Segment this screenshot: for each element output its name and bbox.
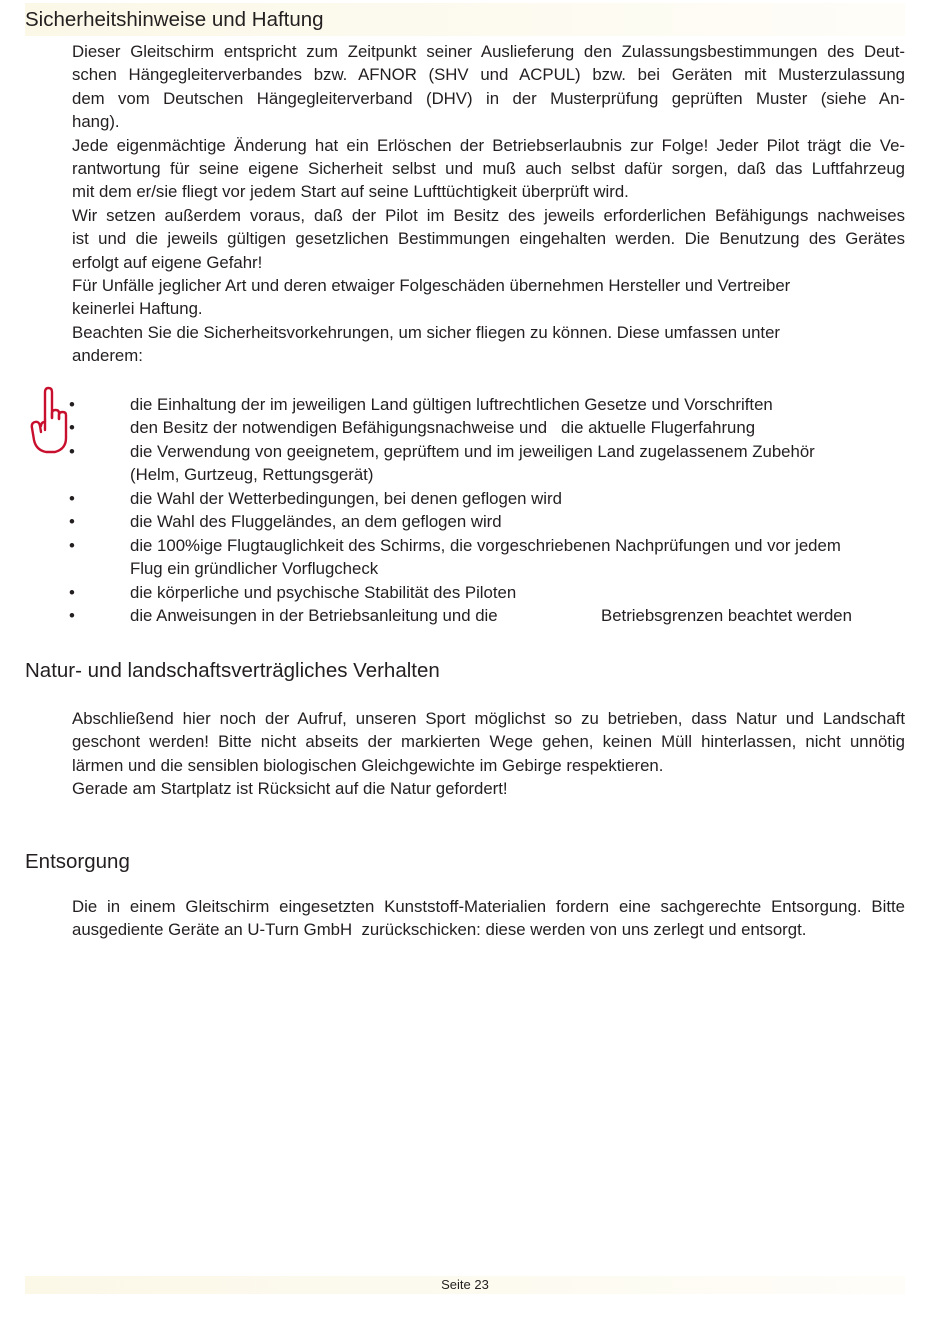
bullet-text-tail: Betriebsgrenzen beachtet werden — [601, 606, 852, 625]
bullet-text: die Verwendung von geeignetem, geprüftem und im jeweiligen Land zugelassenem Zubehör — [130, 442, 815, 461]
nature-paragraphs — [72, 707, 905, 801]
bullet-text: die Anweisungen in der Betriebsanleitung und die — [130, 606, 498, 625]
bullet-text-continued: Flug ein gründlicher Vorflugcheck — [130, 559, 379, 579]
bullet-marker: • — [69, 395, 75, 414]
bullet-marker: • — [69, 489, 75, 508]
text-line: Jede eigenmächtige Änderung hat ein Erlöschen der Betriebserlaubnis zur Folge! Jeder Pilot trägt die Ve- — [72, 135, 905, 155]
text-line: schen Hängegleiterverbandes bzw. AFNOR (SHV und ACPUL) bzw. bei Geräten mit Musterzulassung — [72, 65, 905, 85]
bullet-text: die Wahl der Wetterbedingungen, bei denen geflogen wird — [130, 489, 562, 508]
disposal-paragraphs — [72, 895, 905, 942]
bullet-text-continued: (Helm, Gurtzeug, Rettungsgerät) — [130, 465, 374, 485]
text-line: Beachten Sie die Sicherheitsvorkehrungen, um sicher fliegen zu können. Diese umfassen unter — [72, 322, 781, 342]
text-line: anderem: — [72, 346, 143, 366]
section-heading-disposal: Entsorgung — [25, 850, 130, 873]
text-line: mit dem er/sie fliegt vor jedem Start auf seine Lufttüchtigkeit überprüft wird. — [72, 182, 629, 202]
bullet-text: den Besitz der notwendigen Befähigungsnachweise und die aktuelle Flugerfahrung — [130, 418, 756, 437]
section-heading-safety: Sicherheitshinweise und Haftung — [25, 8, 324, 31]
text-line: hang). — [72, 112, 120, 132]
text-line: ist und die jeweils gültigen gesetzlichen Bestimmungen eingehalten werden. Die Benutzung des Gerätes — [72, 229, 905, 249]
text-line: Für Unfälle jeglicher Art und deren etwaiger Folgeschäden übernehmen Hersteller und Vertreiber — [72, 276, 791, 296]
bullet-marker: • — [69, 442, 75, 461]
bullet-marker: • — [69, 418, 75, 437]
bullet-text: die 100%ige Flugtauglichkeit des Schirms, die vorgeschriebenen Nachprüfungen und vor jedem — [130, 536, 841, 555]
text-line: dem vom Deutschen Hängegleiterverband (DHV) in der Musterprüfung geprüften Muster (siehe An- — [72, 88, 905, 108]
section-heading-nature: Natur- und landschaftsverträgliches Verhalten — [25, 659, 440, 682]
bullet-marker: • — [69, 512, 75, 531]
text-line: Dieser Gleitschirm entspricht zum Zeitpunkt seiner Auslieferung den Zulassungsbestimmungen des Deut- — [72, 42, 905, 61]
text-line: Gerade am Startplatz ist Rücksicht auf die Natur gefordert! — [72, 779, 508, 799]
pointing-hand-icon — [28, 386, 70, 456]
text-line: erfolgt auf eigene Gefahr! — [72, 252, 263, 272]
bullet-marker: • — [69, 583, 75, 602]
bullet-text: die körperliche und psychische Stabilität des Piloten — [130, 583, 517, 602]
page-number: Seite 23 — [441, 1277, 489, 1292]
text-line: Wir setzen außerdem voraus, daß der Pilot im Besitz des jeweils erforderlichen Befähigungs nachweises — [72, 205, 905, 225]
bullet-text: die Wahl des Fluggeländes, an dem geflogen wird — [130, 512, 502, 531]
text-line: Die in einem Gleitschirm eingesetzten Kunststoff-Materialien fordern eine sachgerechte Entsorgung. Bitte — [72, 897, 905, 916]
bullet-text: die Einhaltung der im jeweiligen Land gültigen luftrechtlichen Gesetze und Vorschriften — [130, 395, 773, 414]
text-line: geschont werden! Bitte nicht abseits der markierten Wege gehen, keinen Müll hinterlassen, nicht unnötig — [72, 732, 905, 752]
text-line: keinerlei Haftung. — [72, 299, 203, 319]
safety-paragraphs — [72, 40, 905, 368]
text-line: ausgediente Geräte an U-Turn GmbH zurückschicken: diese werden von uns zerlegt und entsorgt. — [72, 920, 807, 940]
bullet-marker: • — [69, 606, 75, 625]
bullet-marker: • — [69, 536, 75, 555]
text-line: rantwortung für seine eigene Sicherheit selbst und muß auch selbst dafür sorgen, daß das Luftfahrzeug — [72, 159, 905, 179]
text-line: Abschließend hier noch der Aufruf, unseren Sport möglichst so zu betrieben, dass Natur und Landschaft — [72, 709, 905, 728]
text-line: lärmen und die sensiblen biologischen Gleichgewichte im Gebirge respektieren. — [72, 755, 664, 775]
